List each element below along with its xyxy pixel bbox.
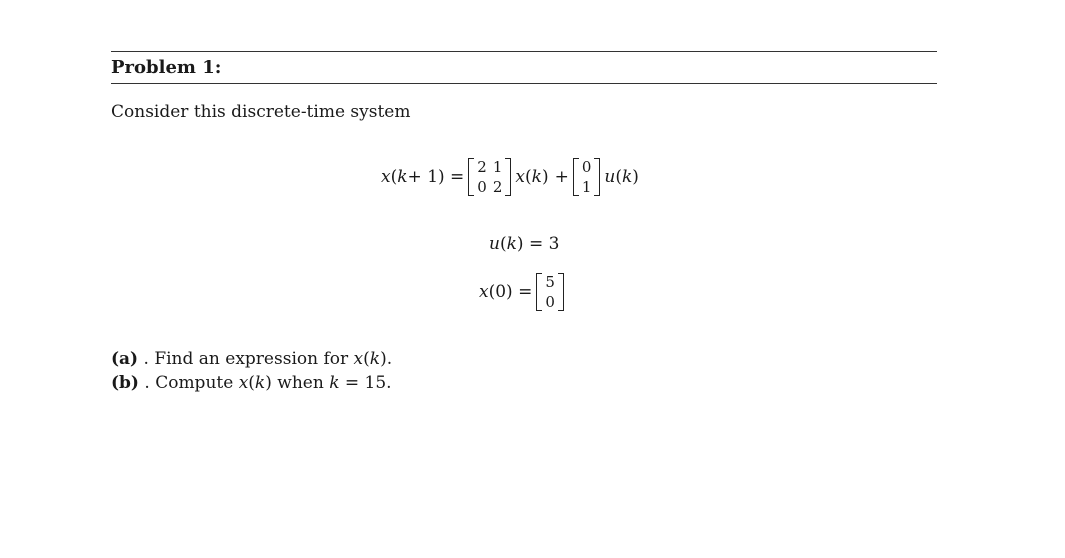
matrix-x0 [536,272,564,312]
x-k: k [531,167,542,187]
part-b-k: k [254,373,266,393]
part-a-k: k [369,349,381,369]
part-b-tag: (b) [111,373,139,393]
part-a-close: ). [380,349,393,369]
u-close: ) [632,167,639,187]
init-lhs: (0) = [488,282,533,302]
lhs-open: ( [390,167,398,187]
input-equation [489,233,559,255]
x-var: x [515,167,525,187]
init-var: x [479,282,489,302]
part-b-end: = 15. [339,373,392,393]
matrix-b [573,157,601,197]
a-11: 2 [477,158,487,176]
part-b-text: . Compute [138,373,239,393]
top-rule [111,51,937,52]
u-var: u [604,167,616,187]
lhs-var: x [381,167,391,187]
problem-intro: Consider this discrete-time system [111,102,411,122]
part-b [111,373,392,393]
u-k: k [621,167,633,187]
part-a-tag: (a) [111,349,139,369]
x-close: ) [541,167,549,187]
a-12: 1 [492,158,503,176]
part-a-text: . Find an expression for [138,349,354,369]
a-21: 0 [477,178,487,196]
part-a [111,349,392,369]
input-rhs: ) = 3 [516,234,560,254]
problem-heading: Problem 1: [111,57,222,78]
a-22: 2 [492,178,503,196]
x0-2: 0 [545,293,555,311]
part-a-var: x [353,349,364,369]
u-open: ( [615,167,622,187]
bottom-rule [111,83,937,84]
plus-sign: + [554,167,569,187]
input-open: ( [499,234,507,254]
state-equation [381,152,639,202]
x-open: ( [524,167,532,187]
part-b-var: x [238,373,249,393]
lhs-rest: + 1) = [407,167,465,187]
part-b-open: ( [248,373,255,393]
part-a-open: ( [363,349,370,369]
input-k: k [506,234,517,254]
initial-condition [479,268,568,316]
matrix-a [468,157,511,197]
input-var: u [489,234,500,254]
lhs-k: k [397,167,408,187]
part-b-k2: k [329,373,340,393]
b-2: 1 [581,178,592,196]
part-b-mid: ) when [265,373,330,393]
x0-1: 5 [545,273,555,291]
b-1: 0 [581,158,592,176]
